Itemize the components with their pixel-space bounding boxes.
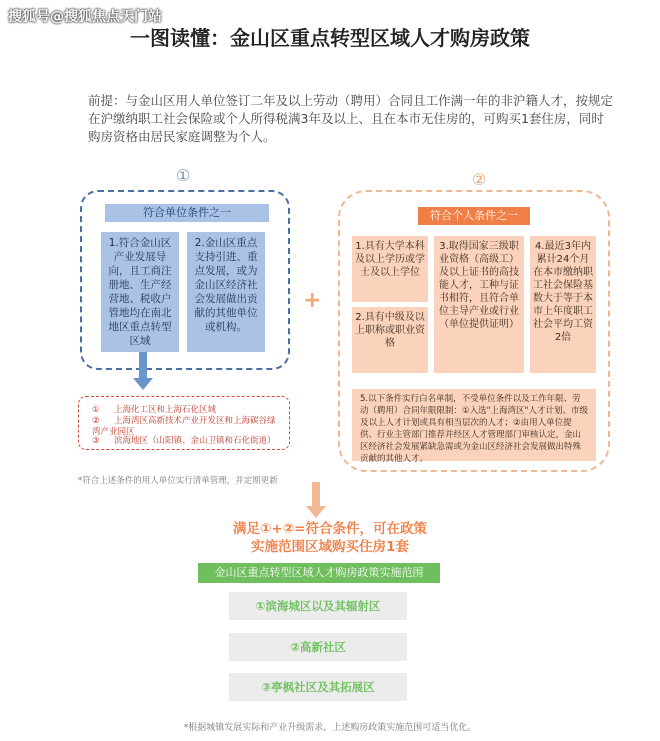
scope-footnote: *根据城镇发展实际和产业升级需求，上述购房政策实施范围可适当优化。: [183, 723, 477, 733]
scope-item: ②高新社区: [229, 633, 407, 661]
region-item: ② 上海湾区高新技术产业开发区和上海碳谷绿湾产业园区: [92, 416, 276, 437]
scope-item: ③亭枫社区及其拓展区: [229, 673, 407, 701]
plus-icon: +: [303, 288, 322, 313]
scope-header: 金山区重点转型区域人才购房政策实施范围: [198, 563, 440, 583]
unit-condition-1: 1.符合金山区产业发展导向，且工商注册地、生产经营地、税收户管地均在南北地区重点转型区域: [101, 232, 179, 352]
down-arrow-icon: [312, 482, 320, 508]
unit-footnote: *符合上述条件的用人单位实行清单管理，并定期更新: [78, 476, 278, 486]
premise-text: 前提：与金山区用人单位签订二年及以上劳动（聘用）合同且工作满一年的非沪籍人才，按规定在沪缴纳职工社会保险或个人所得税满3年及以上、且在本市无住房的，可购买1套住房，同时购房资格由居民家庭调整为个人。: [88, 93, 614, 144]
result-text: 满足①+②=符合条件，可在政策 实施范围区域购买住房1套: [233, 521, 427, 555]
scope-item: ①滨海城区以及其辐射区: [229, 592, 407, 620]
group2-number: ②: [471, 170, 487, 189]
personal-condition-1: 1.具有大学本科及以上学历或学士及以上学位: [352, 236, 428, 302]
region-item: ③ 滨海地区（山阳镇、金山卫镇和石化街道）: [92, 436, 276, 446]
group1-number: ①: [175, 166, 191, 185]
personal-condition-4: 4.最近3年内累计24个月在本市缴纳职工社会保险基数大于等于本市上年度职工社会平均工资2倍: [530, 236, 596, 373]
unit-conditions-header: 符合单位条件之一: [105, 204, 269, 222]
down-arrow-head-icon: [306, 506, 326, 518]
personal-conditions-header: 符合个人条件之一: [418, 207, 530, 225]
region-item: ① 上海化工区和上海石化区域: [92, 405, 217, 415]
personal-condition-2: 2.具有中级及以上职称或职业资格: [352, 307, 428, 373]
personal-condition-3: 3.取得国家三级职业资格（高级工）及以上证书的高技能人才，工种与证书相符，且符合单位主导产业或行业（单位提供证明）: [434, 236, 524, 373]
personal-condition-5: 5.以下条件实行白名单制，不受单位条件以及工作年限、劳动（聘用）合同年限限制：①入选"上海湾区"人才计划、市级及以上人才计划或具有相当层次的人才；②由用人单位提供、行业主管部门推荐并经区人才管理部门审核认定，金山区经济社会发展紧缺急需或为金山区经济社会发展做出特殊贡献的其他人才。: [352, 389, 596, 461]
down-arrow-icon: [139, 352, 147, 380]
down-arrow-head-icon: [133, 378, 153, 390]
unit-condition-2: 2.金山区重点支持引进、重点发展，或为金山区经济社会发展做出贡献的其他单位或机构。: [187, 232, 265, 352]
watermark: 搜狐号@搜狐焦点天门站: [8, 9, 162, 25]
page-title: 一图读懂：金山区重点转型区域人才购房政策: [130, 26, 530, 50]
